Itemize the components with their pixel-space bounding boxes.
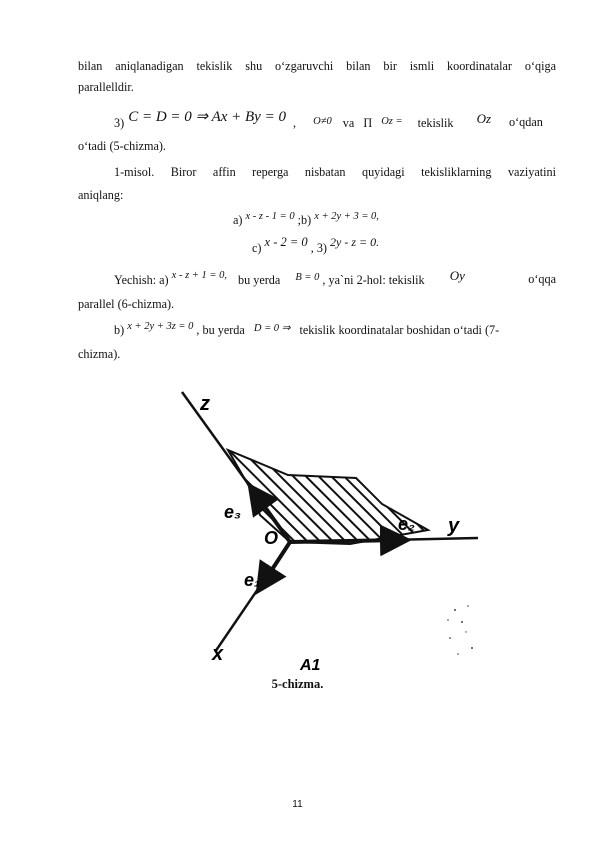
label-e2: e₂ xyxy=(398,514,415,534)
solution-a-line-2 xyxy=(78,296,174,313)
solution-b-line xyxy=(114,322,499,340)
solution-rest: , ya`ni 2-hol: tekislik xyxy=(322,273,425,287)
items-cd-line xyxy=(252,235,380,257)
items-ab-line xyxy=(233,212,379,230)
formula-condition: O≠0 xyxy=(313,116,332,127)
word-oqqa: o‘qqa xyxy=(528,272,556,286)
example-1-line-2 xyxy=(78,187,123,204)
formula-oz-eq: Oz = xyxy=(381,116,403,127)
solution-b-formula-2: D = 0 ⇒ xyxy=(253,323,291,334)
text: o‘tadi (5-chizma). xyxy=(78,139,166,153)
item-c-label: c) xyxy=(252,241,262,255)
label-origin: O xyxy=(264,528,279,548)
label-z: z xyxy=(200,393,210,415)
formula-oy: Oy xyxy=(449,268,465,283)
text: parallel (6-chizma). xyxy=(78,297,175,311)
solution-prefix: Yechish: a) xyxy=(114,273,169,287)
solution-b-line-2 xyxy=(78,346,120,363)
text: chizma). xyxy=(78,347,121,361)
symbol-pi: Π xyxy=(363,116,373,130)
word-bu-yerda: bu yerda xyxy=(238,273,281,287)
word-va: va xyxy=(342,116,355,130)
solution-formula-a: x - z + 1 = 0, xyxy=(171,270,227,281)
item-a-formula: x - z - 1 = 0 xyxy=(245,211,295,222)
scan-noise xyxy=(447,605,473,655)
figure-5-diagram xyxy=(160,370,490,670)
text: aniqlang: xyxy=(78,188,124,202)
case-3-line-2 xyxy=(78,138,166,155)
formula-oz: Oz xyxy=(476,111,492,126)
page-number: 11 xyxy=(292,799,303,810)
solution-a-line xyxy=(114,268,556,290)
word-tekislik: tekislik xyxy=(417,116,454,130)
item-c-formula: x - 2 = 0 xyxy=(264,235,308,249)
label-bottom-mark: A1 xyxy=(300,657,321,670)
text: parallelldir. xyxy=(78,80,134,94)
comma: , xyxy=(293,116,297,130)
paragraph-1-line-2 xyxy=(78,79,134,96)
example-1-line-1 xyxy=(114,164,556,181)
vector-e2 xyxy=(290,540,404,542)
solution-b-label: b) xyxy=(114,323,125,337)
solution-b-mid: , bu yerda xyxy=(196,323,245,337)
solution-formula-b: B = 0 xyxy=(295,272,320,283)
item-b-formula: x + 2y + 3 = 0, xyxy=(314,211,379,222)
label-x: x xyxy=(212,643,224,665)
label-e1: e₁ xyxy=(244,570,261,590)
item-d-label: , 3) xyxy=(310,241,327,255)
case-label: 3) xyxy=(114,116,125,130)
formula-main: C = D = 0 ⇒ Ax + By = 0 xyxy=(128,109,286,125)
word-oqdan: o‘qdan xyxy=(509,115,543,129)
solution-b-rest: tekislik koordinatalar boshidan o‘tadi (7- xyxy=(299,323,500,337)
label-y: y xyxy=(448,515,460,537)
item-a-label: a) xyxy=(233,213,243,227)
paragraph-1-line-1 xyxy=(78,58,556,75)
figure-caption: 5-chizma. xyxy=(271,677,324,691)
item-b-label: ;b) xyxy=(297,213,312,227)
label-e3: e₃ xyxy=(224,502,242,522)
case-3-line xyxy=(114,109,543,133)
item-d-formula: 2y - z = 0. xyxy=(330,235,380,249)
solution-b-formula: x + 2y + 3z = 0 xyxy=(127,321,194,332)
text: bilan aniqlanadigan tekislik shu o‘zgaruvchi bilan bir ismli koordinatalar o‘qiga xyxy=(78,59,556,73)
text: 1-misol. Biror affin reperga nisbatan quyidagi tekisliklarning vaziyatini xyxy=(114,165,556,179)
vector-e1 xyxy=(260,542,290,588)
